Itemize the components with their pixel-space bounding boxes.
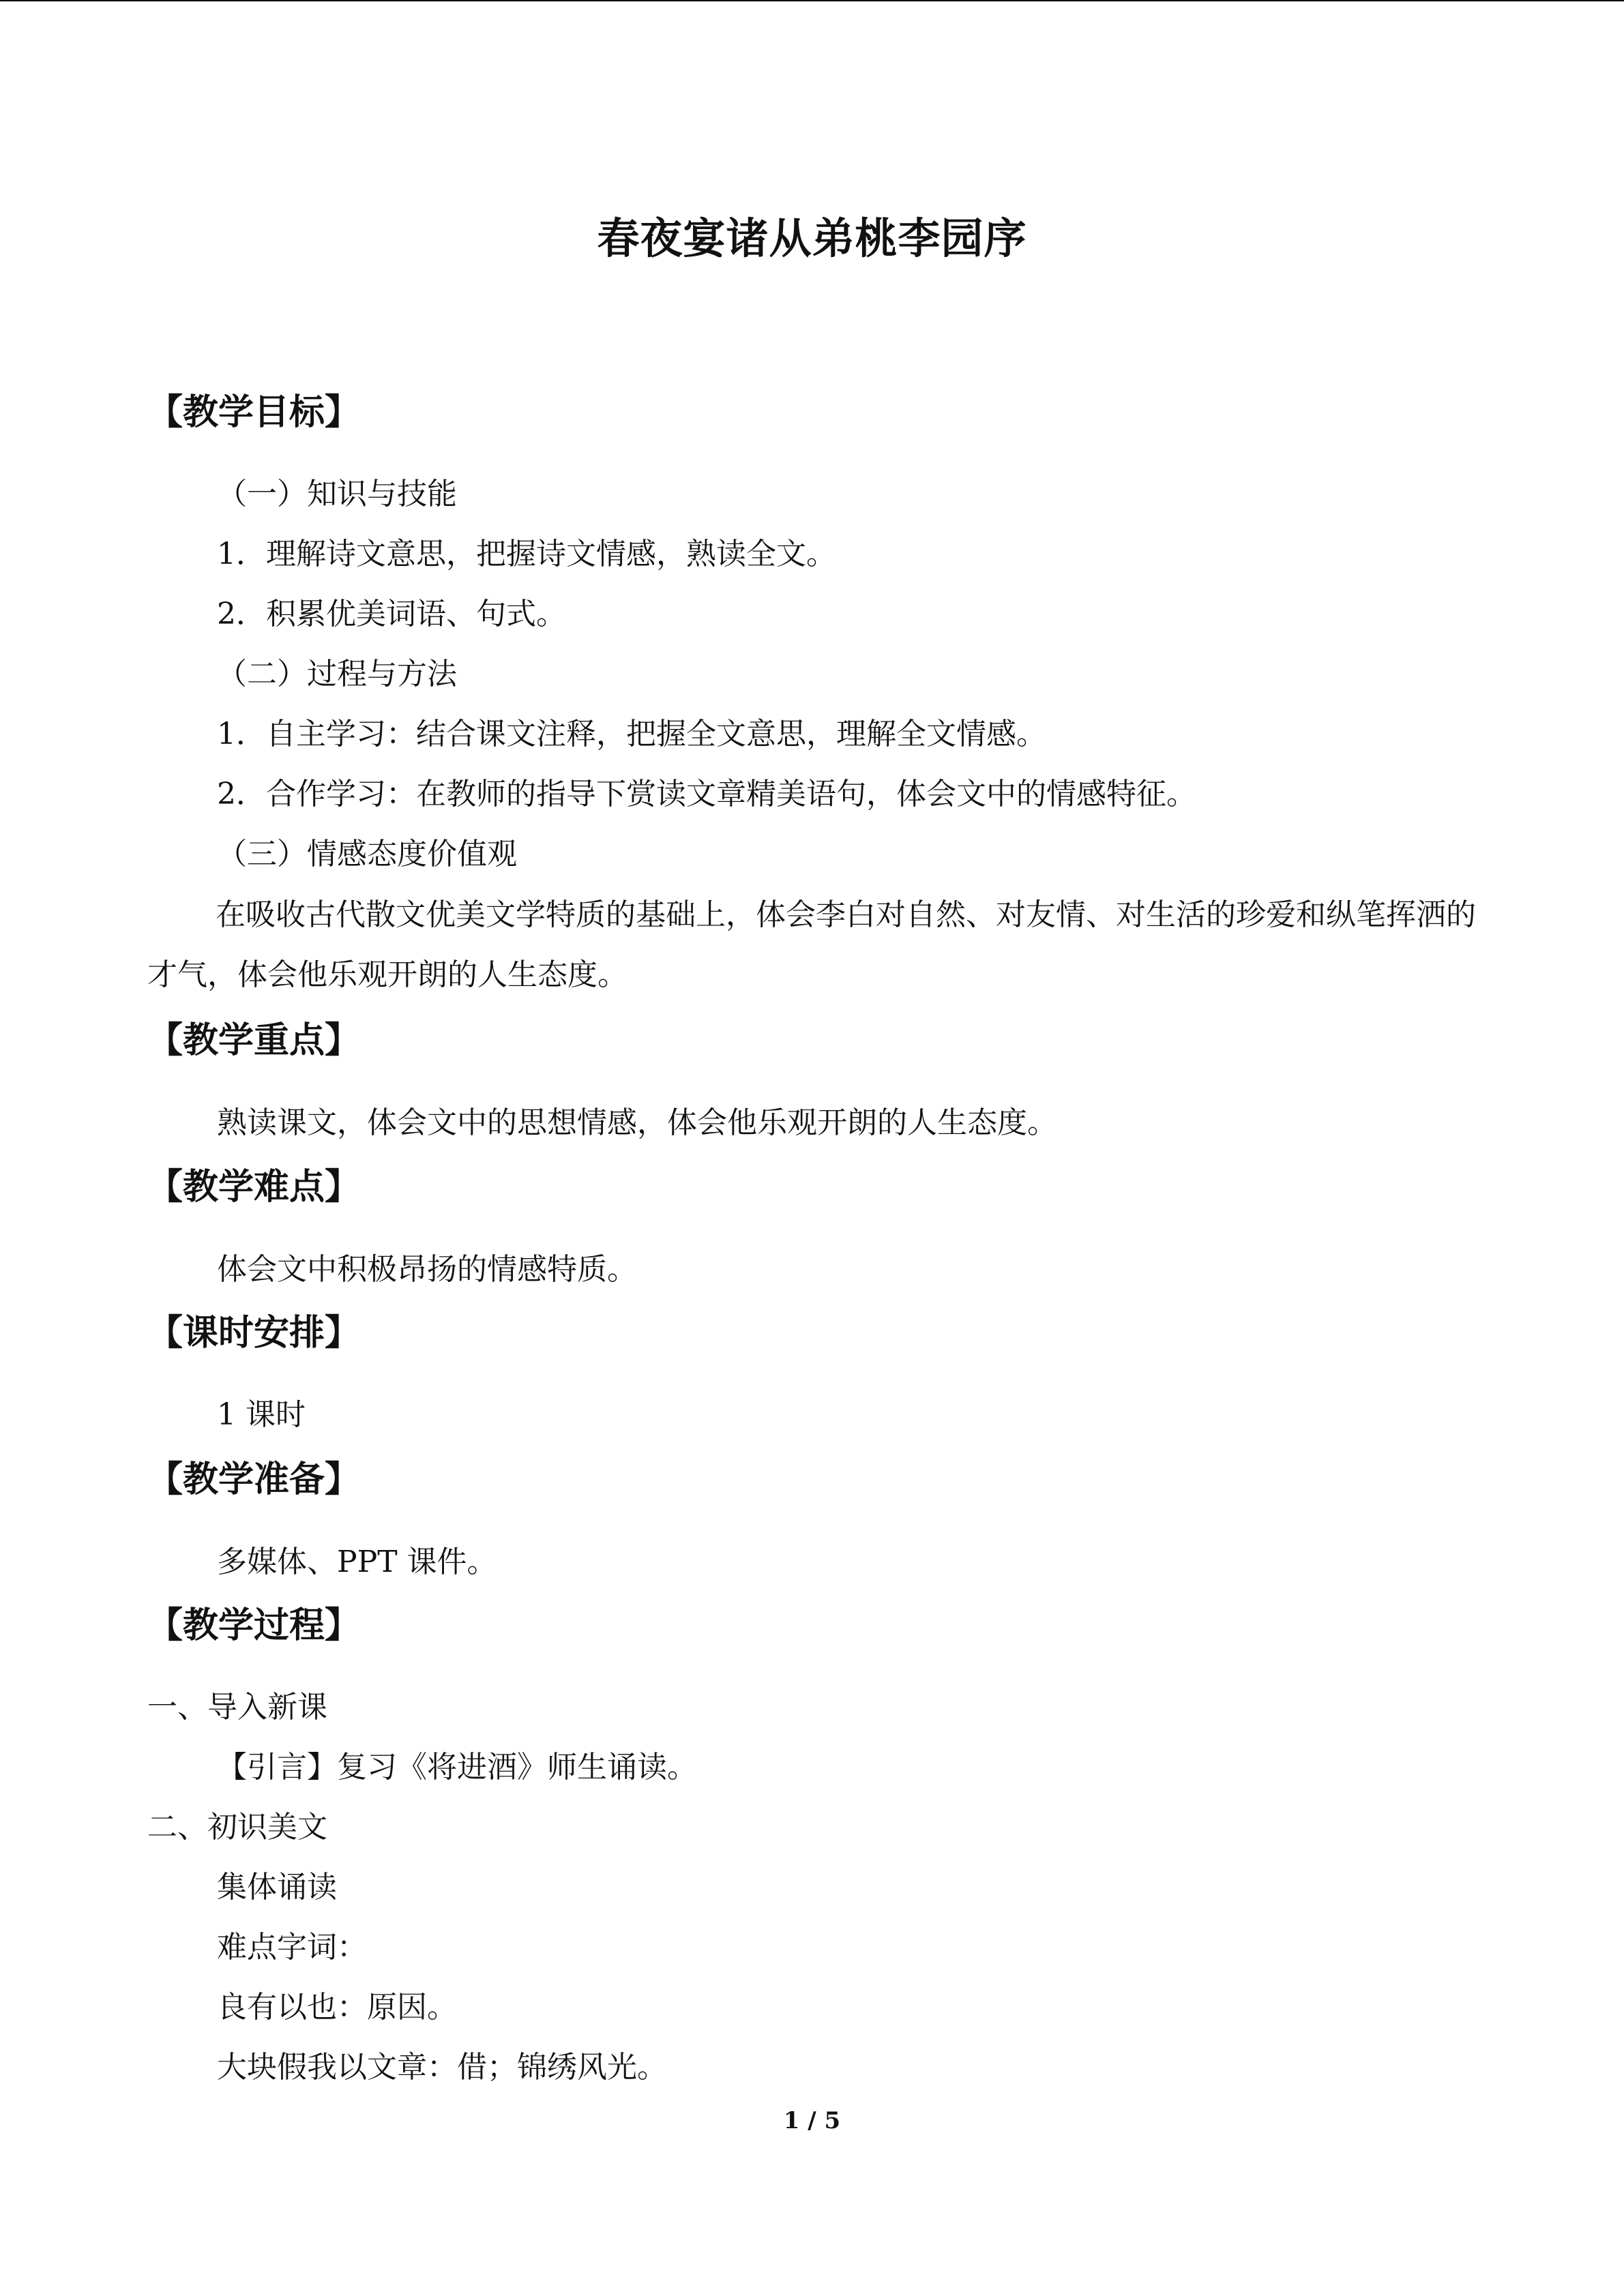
process-step2-line: 难点字词：: [217, 1930, 367, 1965]
schedule-heading: 【课时安排】: [147, 1312, 361, 1354]
process-step2-line: 集体诵读: [217, 1870, 337, 1905]
process-step2: 二、初识美文: [147, 1810, 327, 1845]
process-step2-line: 良有以也：原因。: [217, 1990, 457, 2025]
objectives-sub2: （二）过程与方法: [217, 657, 457, 691]
process-step1: 一、导入新课: [147, 1690, 327, 1725]
process-step2-line: 大块假我以文章：借；锦绣风光。: [217, 2050, 667, 2085]
process-heading: 【教学过程】: [147, 1605, 361, 1646]
preparation-heading: 【教学准备】: [147, 1459, 361, 1500]
key-points-heading: 【教学重点】: [147, 1019, 361, 1061]
objectives-sub1: （一）知识与技能: [217, 477, 457, 511]
objectives-sub2-item: 1．自主学习：结合课文注释，把握全文意思，理解全文情感。: [217, 717, 1046, 751]
objectives-sub1-item: 1．理解诗文意思，把握诗文情感，熟读全文。: [217, 537, 836, 571]
difficulties-heading: 【教学难点】: [147, 1166, 361, 1208]
objectives-sub3: （三）情感态度价值观: [217, 837, 517, 871]
key-points-text: 熟读课文，体会文中的思想情感，体会他乐观开朗的人生态度。: [217, 1105, 1057, 1140]
document-title: 春夜宴诸从弟桃李园序: [597, 213, 1027, 263]
objectives-heading: 【教学目标】: [147, 391, 361, 433]
schedule-text: 1 课时: [217, 1397, 306, 1432]
objectives-sub3-paragraph: 在吸收古代散文优美文学特质的基础上，体会李白对自然、对友情、对生活的珍爱和纵笔挥洒的才气，体会他乐观开朗的人生态度。: [147, 897, 1476, 992]
objectives-sub2-item: 2．合作学习：在教师的指导下赏读文章精美语句，体会文中的情感特征。: [217, 777, 1196, 811]
objectives-sub1-item: 2．积累优美词语、句式。: [217, 597, 566, 631]
page-number: 1 / 5: [783, 2107, 841, 2134]
process-step1-text: 【引言】复习《将进酒》师生诵读。: [217, 1750, 697, 1785]
difficulties-text: 体会文中积极昂扬的情感特质。: [217, 1252, 637, 1287]
preparation-text: 多媒体、PPT 课件。: [217, 1545, 497, 1579]
